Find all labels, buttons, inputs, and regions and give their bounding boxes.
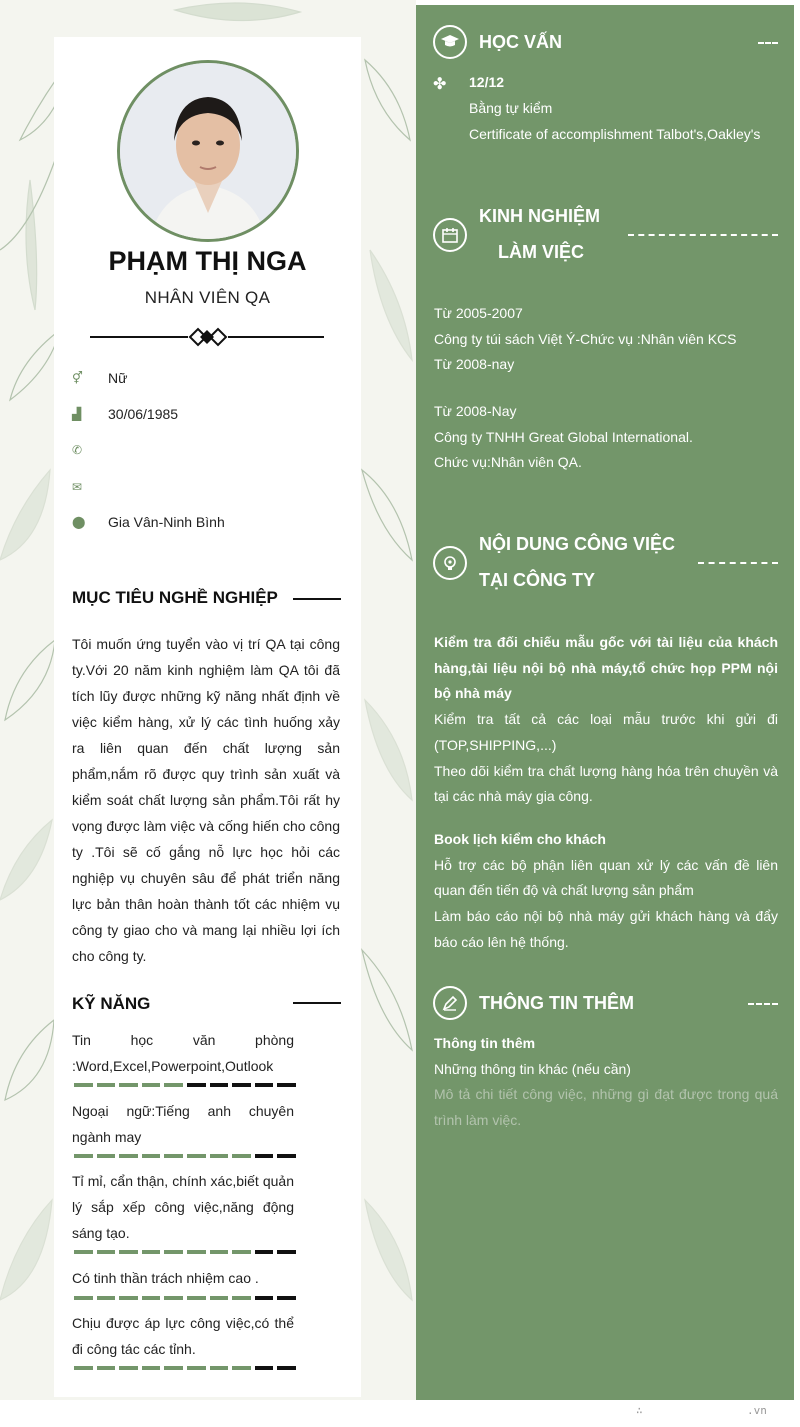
clover-bullet-icon: ✤ xyxy=(433,76,447,93)
skill-level-segment xyxy=(164,1366,183,1370)
gender-value: Nữ xyxy=(108,370,128,386)
skill-level-segment xyxy=(210,1296,229,1300)
skill-level-segment xyxy=(255,1250,274,1254)
contact-birthday xyxy=(72,404,178,424)
skill-level-segment xyxy=(277,1083,296,1087)
education-title: HỌC VẤN xyxy=(479,32,563,52)
experience-title-line1: KINH NGHIỆM xyxy=(479,206,600,226)
skill-level-segment xyxy=(210,1083,229,1087)
lightbulb-gear-icon xyxy=(433,546,467,580)
skills-title: KỸ NĂNG xyxy=(72,994,151,1013)
duties-title-line1: NỘI DUNG CÔNG VIỆC xyxy=(479,534,676,554)
education-degree: Bằng tự kiểm xyxy=(469,100,553,116)
portrait-photo xyxy=(120,63,296,239)
skill-level-segment xyxy=(164,1296,183,1300)
education-date: 12/12 xyxy=(469,74,505,90)
skill-level-segment xyxy=(142,1366,161,1370)
candidate-position: NHÂN VIÊN QA xyxy=(144,288,271,307)
contact-phone xyxy=(72,440,108,460)
experience-entry xyxy=(434,399,778,476)
education-detail: Certificate of accomplishment Talbot's,Oakley's xyxy=(469,126,761,142)
skill-level-segment xyxy=(74,1296,93,1300)
skill-level-segment xyxy=(142,1154,161,1158)
experience-title-line2: LÀM VIỆC xyxy=(498,242,585,262)
watermark-left: ∴ xyxy=(636,1404,643,1417)
duties-text-3: Hỗ trợ các bộ phận liên quan xử lý các vấn đề liên quan đến tiến độ và chất lượng sản phẩm xyxy=(434,856,778,899)
skill-level-segment xyxy=(142,1083,161,1087)
skill-level-segment xyxy=(187,1154,206,1158)
skill-level-segment xyxy=(97,1250,116,1254)
skill-level-segment xyxy=(210,1250,229,1254)
skill-level-segment xyxy=(210,1154,229,1158)
skill-level-segment xyxy=(119,1154,138,1158)
experience-entry xyxy=(434,301,778,378)
skill-item: Tỉ mỉ, cẩn thận, chính xác,biết quản lý sắp xếp công việc,năng động sáng tạo. xyxy=(72,1173,294,1241)
skill-level-segment xyxy=(255,1154,274,1158)
skill-level-segment xyxy=(232,1250,251,1254)
duties-dash xyxy=(698,562,778,564)
extra-placeholder[interactable]: Mô tả chi tiết công việc, những gì đạt được trong quá trình làm việc. xyxy=(434,1086,778,1129)
pen-icon xyxy=(433,986,467,1020)
experience-line: Từ 2008-Nay xyxy=(434,403,517,419)
extra-title: THÔNG TIN THÊM xyxy=(479,993,634,1013)
skill-level-segment xyxy=(277,1366,296,1370)
skill-item: Ngoại ngữ:Tiếng anh chuyên ngành may xyxy=(72,1103,294,1145)
skill-level-segment xyxy=(232,1154,251,1158)
graduation-cap-icon xyxy=(433,25,467,59)
skill-level-segment xyxy=(74,1366,93,1370)
skill-level-segment xyxy=(119,1250,138,1254)
experience-line: Công ty TNHH Great Global International. xyxy=(434,428,693,445)
skill-level-segment xyxy=(210,1366,229,1370)
mail-icon: ✉ xyxy=(72,480,83,494)
skill-level-segment xyxy=(74,1083,93,1087)
skill-level-segment xyxy=(232,1366,251,1370)
watermark-right: .vn xyxy=(747,1404,767,1417)
duties-text-2: Theo dõi kiểm tra chất lượng hàng hóa trên chuyền và tại các nhà máy gia công. xyxy=(434,762,778,805)
skill-level-segment xyxy=(187,1296,206,1300)
skill-level-segment xyxy=(164,1154,183,1158)
skills-title-rule xyxy=(293,1002,341,1004)
experience-line: Chức vụ:Nhân viên QA. xyxy=(434,454,582,471)
candidate-name: PHẠM THỊ NGA xyxy=(108,246,307,276)
skill-level-segment xyxy=(255,1366,274,1370)
skill-level-segment xyxy=(97,1083,116,1087)
experience-line: Công ty túi sách Việt Ý-Chức vụ :Nhân viên KCS xyxy=(434,330,737,347)
skill-level-segment xyxy=(142,1250,161,1254)
skill-level-segment xyxy=(119,1296,138,1300)
skill-level-segment xyxy=(277,1154,296,1158)
education-dash xyxy=(758,42,778,44)
contact-email xyxy=(72,477,108,497)
skill-level-segment xyxy=(97,1366,116,1370)
address-value: Gia Vân-Ninh Bình xyxy=(108,514,225,530)
skill-level-bar xyxy=(74,1083,296,1087)
birthday-value: 30/06/1985 xyxy=(108,406,179,422)
contact-address xyxy=(72,512,225,532)
skill-level-segment xyxy=(74,1154,93,1158)
skill-level-segment xyxy=(232,1083,251,1087)
extra-dash xyxy=(748,1003,778,1005)
skill-item: Tin học văn phòng :Word,Excel,Powerpoint,Outlook xyxy=(72,1032,294,1074)
skill-level-segment xyxy=(164,1250,183,1254)
skill-level-segment xyxy=(187,1366,206,1370)
phone-icon: ✆ xyxy=(72,443,83,457)
experience-dash xyxy=(628,234,778,236)
avatar xyxy=(117,60,299,242)
extra-subtitle: Thông tin thêm xyxy=(434,1035,536,1051)
skill-level-segment xyxy=(187,1083,206,1087)
duties-text-4: Làm báo cáo nội bộ nhà máy gửi khách hàng và đẩy báo cáo lên hệ thống. xyxy=(434,908,778,950)
duties-bold-2: Book lịch kiểm cho khách xyxy=(434,831,606,847)
objective-title: MỤC TIÊU NGHỀ NGHIỆP xyxy=(72,588,278,607)
skill-level-bar xyxy=(74,1154,296,1158)
skill-level-bar xyxy=(74,1366,296,1370)
contact-gender xyxy=(72,368,127,388)
skill-level-segment xyxy=(119,1366,138,1370)
skill-level-bar xyxy=(74,1250,296,1254)
experience-line: Từ 2005-2007 xyxy=(434,305,523,321)
objective-title-rule xyxy=(293,598,341,600)
duties-block-2 xyxy=(434,827,778,956)
skill-level-segment xyxy=(255,1083,274,1087)
skill-level-segment xyxy=(97,1296,116,1300)
skill-level-segment xyxy=(142,1296,161,1300)
skill-item: Chịu được áp lực công việc,có thể đi công tác các tỉnh. xyxy=(72,1315,294,1357)
location-icon: ⬤ xyxy=(72,515,86,529)
duties-title-line2: TẠI CÔNG TY xyxy=(479,570,595,590)
skill-level-segment xyxy=(232,1296,251,1300)
name-divider xyxy=(90,326,324,348)
skill-level-segment xyxy=(255,1296,274,1300)
extra-block xyxy=(434,1031,778,1134)
skill-level-segment xyxy=(277,1296,296,1300)
skill-level-segment xyxy=(164,1083,183,1087)
calendar-icon xyxy=(433,218,467,252)
duties-text-1: Kiểm tra tất cả các loại mẫu trước khi gửi đi (TOP,SHIPPING,...) xyxy=(434,711,778,753)
skill-level-segment xyxy=(277,1250,296,1254)
objective-text: Tôi muốn ứng tuyển vào vị trí QA tại công ty.Với 20 năm kinh nghiệm làm QA tôi đã tích lũy được những kỹ năng nhất định về việc kiểm hàng, xử lý các tình huống xảy ra liên quan đến chất lượng sản phẩm,nắm rõ được quy trình sản xuất và kiểm soát chất lượng sản phẩm.Tôi rất hy vọng được làm việc và cống hiến cho công ty .Tôi sẽ cố gắng nỗ lực học hỏi các nghiệp vụ chuyên sâu để phát triển năng lực bản thân hoàn thành tốt các nhiệm vụ công ty giao cho và mang lại nhiều lợi ích cho công ty. xyxy=(72,636,340,964)
skill-item: Có tinh thần trách nhiệm cao . xyxy=(72,1270,259,1286)
skill-level-segment xyxy=(119,1083,138,1087)
cake-icon: ▟ xyxy=(72,407,82,421)
gender-icon: ⚥ xyxy=(72,371,83,385)
duties-block-1 xyxy=(434,630,778,810)
skill-level-segment xyxy=(187,1250,206,1254)
duties-bold-1: Kiểm tra đối chiếu mẫu gốc với tài liệu của khách hàng,tài liệu nội bộ nhà máy,tổ chức họp PPM nội bộ nhà máy xyxy=(434,634,778,702)
skill-level-segment xyxy=(97,1154,116,1158)
extra-text: Những thông tin khác (nếu cần) xyxy=(434,1060,631,1077)
skill-level-bar xyxy=(74,1296,296,1300)
skill-level-segment xyxy=(74,1250,93,1254)
experience-line: Từ 2008-nay xyxy=(434,356,515,373)
